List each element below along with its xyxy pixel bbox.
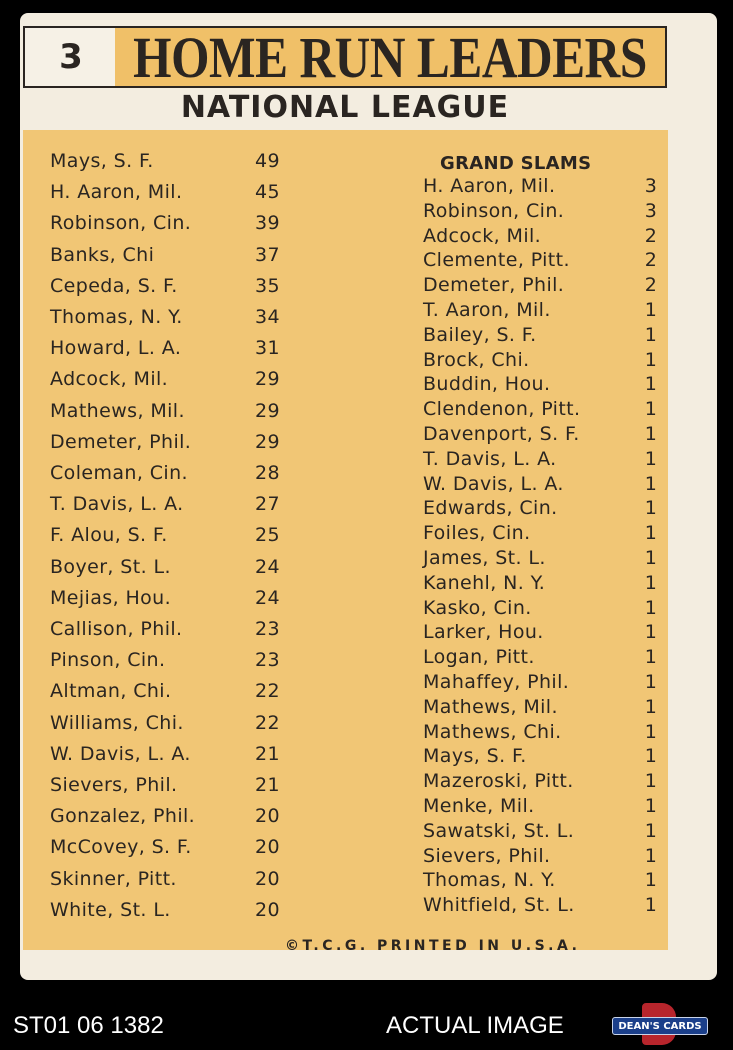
grand-slam-count: 1 [644, 695, 658, 718]
player-name: Mejias, Hou. [50, 586, 172, 609]
grand-slam-count: 1 [644, 646, 658, 669]
player-name: Demeter, Phil. [50, 430, 192, 453]
grand-slam-count: 3 [644, 199, 658, 222]
player-name: McCovey, S. F. [50, 836, 192, 859]
player-name: Boyer, St. L. [50, 555, 171, 578]
player-name: W. Davis, L. A. [423, 472, 564, 495]
player-name: Clemente, Pitt. [423, 249, 570, 272]
grand-slam-count: 1 [644, 894, 658, 917]
player-name: Adcock, Mil. [423, 224, 542, 247]
home-run-count: 20 [255, 867, 280, 890]
player-name: Sawatski, St. L. [423, 819, 575, 842]
home-run-count: 49 [255, 150, 280, 172]
league-subtitle: NATIONAL LEAGUE [180, 90, 510, 125]
player-name: Brock, Chi. [423, 348, 530, 371]
grand-slam-count: 1 [644, 348, 658, 371]
grand-slam-count: 1 [644, 770, 658, 793]
player-name: Menke, Mil. [423, 795, 535, 817]
grand-slam-count: 1 [644, 522, 658, 545]
logo-text: DEAN'S CARDS [612, 1017, 708, 1035]
home-run-count: 21 [255, 742, 280, 765]
grand-slam-count: 1 [644, 373, 658, 396]
grand-slam-count: 1 [644, 795, 658, 817]
player-name: Robinson, Cin. [423, 199, 565, 222]
home-run-count: 23 [255, 618, 280, 640]
home-run-count: 35 [255, 274, 280, 297]
card-number: 3 [23, 26, 119, 88]
player-name: Mays, S. F. [423, 745, 527, 768]
player-name: Davenport, S. F. [423, 423, 580, 445]
grand-slam-count: 2 [644, 224, 658, 247]
grand-slam-count: 1 [644, 720, 658, 743]
player-name: Gonzalez, Phil. [50, 805, 196, 828]
player-name: Logan, Pitt. [423, 646, 535, 669]
player-name: Clendenon, Pitt. [423, 398, 581, 421]
player-name: Callison, Phil. [50, 618, 183, 640]
inventory-code: ST01 06 1382 [13, 1012, 164, 1039]
home-run-count: 20 [255, 898, 280, 921]
home-run-count: 21 [255, 774, 280, 796]
grand-slam-count: 1 [644, 547, 658, 569]
player-name: F. Alou, S. F. [50, 524, 168, 547]
grand-slam-count: 1 [644, 571, 658, 594]
player-name: Mathews, Mil. [423, 695, 558, 718]
deans-cards-logo [612, 1003, 706, 1045]
player-name: Bailey, S. F. [423, 323, 537, 346]
player-name: Edwards, Cin. [423, 497, 558, 520]
title-banner [115, 26, 667, 88]
home-run-count: 23 [255, 649, 280, 672]
player-name: Sievers, Phil. [423, 844, 551, 867]
grand-slam-count: 1 [644, 819, 658, 842]
home-run-count: 39 [255, 212, 280, 235]
player-name: Pinson, Cin. [50, 649, 166, 672]
grand-slam-count: 1 [644, 423, 658, 445]
home-run-count: 24 [255, 586, 280, 609]
grand-slam-count: 1 [644, 745, 658, 768]
player-name: Foiles, Cin. [423, 522, 531, 545]
player-name: Thomas, N. Y. [50, 306, 183, 328]
player-name: Buddin, Hou. [423, 373, 551, 396]
player-name: Coleman, Cin. [50, 462, 188, 484]
player-name: Mathews, Mil. [50, 399, 185, 422]
grand-slam-count: 1 [644, 398, 658, 421]
home-run-count: 29 [255, 399, 280, 422]
home-run-count: 45 [255, 181, 280, 204]
player-name: Kasko, Cin. [423, 596, 532, 619]
player-name: Sievers, Phil. [50, 774, 178, 796]
player-name: Altman, Chi. [50, 680, 172, 703]
player-name: Demeter, Phil. [423, 274, 565, 297]
home-run-count: 20 [255, 805, 280, 828]
home-run-count: 31 [255, 337, 280, 360]
grand-slam-count: 1 [644, 621, 658, 644]
grand-slam-count: 1 [644, 497, 658, 520]
grand-slam-count: 1 [644, 299, 658, 321]
player-name: Williams, Chi. [50, 711, 184, 734]
home-run-count: 27 [255, 493, 280, 516]
grand-slam-count: 1 [644, 447, 658, 470]
player-name: Howard, L. A. [50, 337, 182, 360]
home-run-count: 24 [255, 555, 280, 578]
grand-slam-count: 2 [644, 274, 658, 297]
player-name: James, St. L. [423, 547, 546, 569]
grand-slam-count: 1 [644, 844, 658, 867]
player-name: Mazeroski, Pitt. [423, 770, 574, 793]
actual-image-label: ACTUAL IMAGE [386, 1012, 564, 1039]
home-run-count: 37 [255, 243, 280, 266]
player-name: Robinson, Cin. [50, 212, 192, 235]
player-name: H. Aaron, Mil. [50, 181, 183, 204]
player-name: Thomas, N. Y. [423, 869, 556, 892]
home-run-count: 22 [255, 711, 280, 734]
player-name: Mays, S. F. [50, 150, 154, 172]
home-run-count: 28 [255, 462, 280, 484]
player-name: Whitfield, St. L. [423, 894, 575, 917]
grand-slam-count: 1 [644, 671, 658, 693]
home-run-count: 20 [255, 836, 280, 859]
player-name: T. Davis, L. A. [50, 493, 184, 516]
player-name: Mahaffey, Phil. [423, 671, 570, 693]
player-name: H. Aaron, Mil. [423, 175, 556, 197]
home-run-count: 22 [255, 680, 280, 703]
grand-slam-count: 1 [644, 472, 658, 495]
player-name: Banks, Chi [50, 243, 155, 266]
player-name: Mathews, Chi. [423, 720, 562, 743]
grand-slams-heading: GRAND SLAMS [440, 153, 592, 174]
grand-slam-count: 1 [644, 869, 658, 892]
player-name: Skinner, Pitt. [50, 867, 177, 890]
grand-slam-count: 2 [644, 249, 658, 272]
player-name: Adcock, Mil. [50, 368, 169, 391]
grand-slam-count: 3 [644, 175, 658, 197]
player-name: T. Davis, L. A. [423, 447, 557, 470]
copyright-line: ©T.C.G. PRINTED IN U.S.A. [285, 938, 581, 954]
player-name: Kanehl, N. Y. [423, 571, 546, 594]
grand-slam-count: 1 [644, 323, 658, 346]
home-run-count: 34 [255, 306, 280, 328]
grand-slam-count: 1 [644, 596, 658, 619]
home-run-count: 25 [255, 524, 280, 547]
player-name: W. Davis, L. A. [50, 742, 191, 765]
player-name: Cepeda, S. F. [50, 274, 178, 297]
player-name: Larker, Hou. [423, 621, 544, 644]
home-run-count: 29 [255, 368, 280, 391]
card-title: HOME RUN LEADERS [133, 24, 647, 90]
player-name: White, St. L. [50, 898, 171, 921]
player-name: T. Aaron, Mil. [423, 299, 551, 321]
home-run-count: 29 [255, 430, 280, 453]
